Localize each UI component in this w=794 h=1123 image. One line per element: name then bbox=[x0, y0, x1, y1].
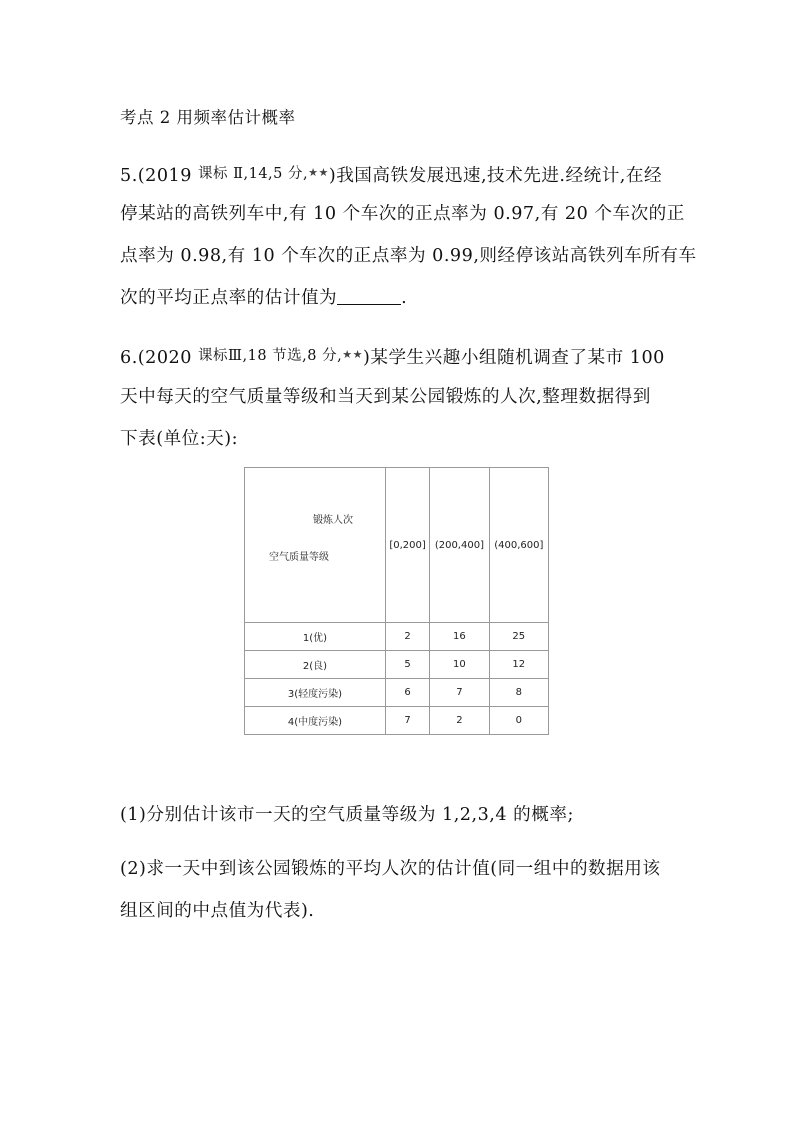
q6-line-2: 天中每天的空气质量等级和当天到某公园锻炼的人次,整理数据得到 bbox=[120, 387, 651, 407]
table-cell: 5 bbox=[385, 651, 429, 679]
row-label: 2(良) bbox=[245, 651, 386, 679]
column-header: (400,600] bbox=[489, 468, 548, 623]
column-header: [0,200] bbox=[385, 468, 429, 623]
table-cell: 8 bbox=[489, 679, 548, 707]
q5-number: 5.(2019 bbox=[120, 166, 192, 186]
q5-period: . bbox=[401, 288, 408, 308]
q6-line-3: 下表(单位:天): bbox=[120, 429, 239, 449]
data-table bbox=[244, 467, 549, 735]
table-cell: 0 bbox=[489, 707, 548, 735]
q5-line-3: 点率为 0.98,有 10 个车次的正点率为 0.99,则经停该站高铁列车所有车 bbox=[120, 246, 697, 266]
q6-source: 课标Ⅲ,18 节选,8 分, bbox=[198, 348, 343, 364]
table-cell: 12 bbox=[489, 651, 548, 679]
q6-line-1 bbox=[120, 342, 665, 371]
table-cell: 25 bbox=[489, 623, 548, 651]
table-header-row bbox=[245, 468, 549, 623]
difficulty-star-icon: ★★ bbox=[308, 166, 329, 179]
q5-source: 课标 Ⅱ,14,5 分, bbox=[198, 166, 309, 182]
difficulty-star-icon: ★★ bbox=[342, 348, 363, 361]
q5-line-1 bbox=[120, 160, 662, 189]
q5-text-end: 次的平均正点率的估计值为 bbox=[120, 288, 338, 308]
section-heading: 考点 2 用频率估计概率 bbox=[120, 108, 296, 127]
column-header: (200,400] bbox=[430, 468, 489, 623]
table-row bbox=[245, 679, 549, 707]
table-cell: 7 bbox=[430, 679, 489, 707]
row-label: 4(中度污染) bbox=[245, 707, 386, 735]
table-cell: 6 bbox=[385, 679, 429, 707]
q6-text: )某学生兴趣小组随机调查了某市 100 bbox=[362, 348, 665, 368]
q5-line-2: 停某站的高铁列车中,有 10 个车次的正点率为 0.97,有 20 个车次的正 bbox=[120, 204, 685, 224]
q5-line-4 bbox=[120, 285, 407, 311]
table-cell: 2 bbox=[430, 707, 489, 735]
table-cell: 10 bbox=[430, 651, 489, 679]
q5-text: )我国高铁发展迅速,技术先进.经统计,在经 bbox=[328, 166, 663, 186]
row-label: 1(优) bbox=[245, 623, 386, 651]
corner-label-bottom: 空气质量等级 bbox=[269, 552, 329, 564]
row-label: 3(轻度污染) bbox=[245, 679, 386, 707]
table-row bbox=[245, 651, 549, 679]
table-cell: 2 bbox=[385, 623, 429, 651]
table-row bbox=[245, 623, 549, 651]
q6-part-2-line-1: (2)求一天中到该公园锻炼的平均人次的估计值(同一组中的数据用该 bbox=[120, 859, 661, 879]
corner-label-top: 锻炼人次 bbox=[313, 515, 353, 527]
q6-part-2-line-2: 组区间的中点值为代表). bbox=[120, 901, 315, 921]
q6-part-1: (1)分别估计该市一天的空气质量等级为 1,2,3,4 的概率; bbox=[120, 805, 574, 825]
table-corner-cell bbox=[245, 468, 386, 623]
table-cell: 7 bbox=[385, 707, 429, 735]
table-cell: 16 bbox=[430, 623, 489, 651]
answer-blank bbox=[337, 286, 401, 305]
table-row bbox=[245, 707, 549, 735]
q6-number: 6.(2020 bbox=[120, 348, 192, 368]
